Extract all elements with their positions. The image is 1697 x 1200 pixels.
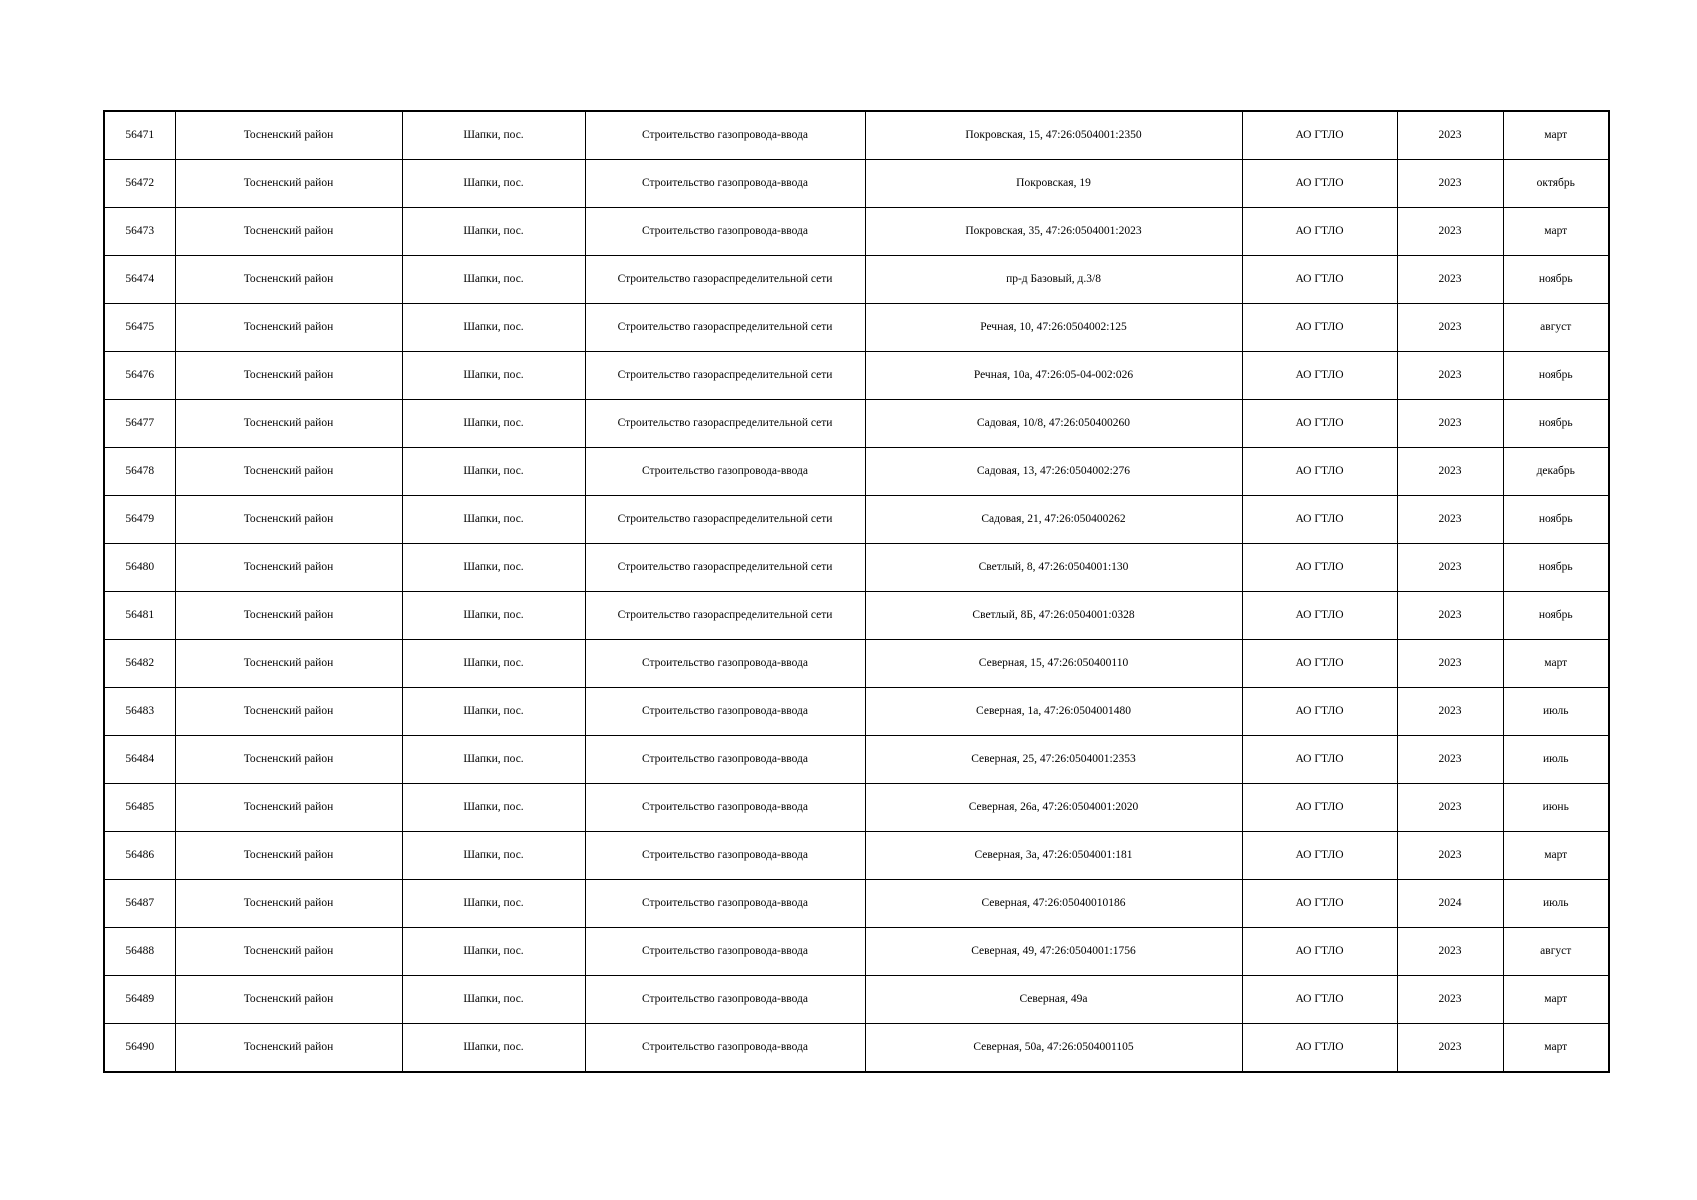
cell-month: июнь [1503, 784, 1609, 832]
cell-year: 2023 [1397, 736, 1503, 784]
cell-organization: АО ГТЛО [1242, 592, 1397, 640]
cell-work-type: Строительство газопровода-ввода [585, 640, 865, 688]
cell-organization: АО ГТЛО [1242, 111, 1397, 160]
cell-address: Северная, 49, 47:26:0504001:1756 [865, 928, 1242, 976]
cell-year: 2023 [1397, 352, 1503, 400]
cell-work-type: Строительство газопровода-ввода [585, 832, 865, 880]
cell-month: март [1503, 976, 1609, 1024]
cell-record-number: 56490 [104, 1024, 175, 1073]
cell-month: июль [1503, 688, 1609, 736]
cell-year: 2023 [1397, 688, 1503, 736]
cell-year: 2024 [1397, 880, 1503, 928]
cell-year: 2023 [1397, 304, 1503, 352]
cell-month: ноябрь [1503, 256, 1609, 304]
cell-organization: АО ГТЛО [1242, 208, 1397, 256]
cell-organization: АО ГТЛО [1242, 160, 1397, 208]
cell-address: Покровская, 35, 47:26:0504001:2023 [865, 208, 1242, 256]
cell-month: март [1503, 832, 1609, 880]
cell-work-type: Строительство газопровода-ввода [585, 976, 865, 1024]
cell-locality: Шапки, пос. [402, 832, 585, 880]
cell-record-number: 56471 [104, 111, 175, 160]
cell-district: Тосненский район [175, 496, 402, 544]
cell-locality: Шапки, пос. [402, 304, 585, 352]
cell-work-type: Строительство газопровода-ввода [585, 784, 865, 832]
cell-record-number: 56485 [104, 784, 175, 832]
cell-record-number: 56480 [104, 544, 175, 592]
cell-district: Тосненский район [175, 304, 402, 352]
cell-year: 2023 [1397, 400, 1503, 448]
cell-organization: АО ГТЛО [1242, 880, 1397, 928]
table-row [104, 304, 1609, 352]
table-row [104, 928, 1609, 976]
cell-address: Покровская, 15, 47:26:0504001:2350 [865, 111, 1242, 160]
cell-work-type: Строительство газопровода-ввода [585, 111, 865, 160]
cell-district: Тосненский район [175, 208, 402, 256]
cell-locality: Шапки, пос. [402, 544, 585, 592]
table-row [104, 784, 1609, 832]
cell-work-type: Строительство газопровода-ввода [585, 160, 865, 208]
table-row [104, 640, 1609, 688]
cell-locality: Шапки, пос. [402, 352, 585, 400]
cell-district: Тосненский район [175, 832, 402, 880]
cell-address: Северная, 26а, 47:26:0504001:2020 [865, 784, 1242, 832]
cell-month: ноябрь [1503, 400, 1609, 448]
cell-locality: Шапки, пос. [402, 256, 585, 304]
cell-address: Северная, 1а, 47:26:0504001480 [865, 688, 1242, 736]
cell-address: Северная, 3а, 47:26:0504001:181 [865, 832, 1242, 880]
cell-month: март [1503, 111, 1609, 160]
cell-locality: Шапки, пос. [402, 688, 585, 736]
cell-locality: Шапки, пос. [402, 111, 585, 160]
cell-address: Речная, 10, 47:26:0504002:125 [865, 304, 1242, 352]
cell-organization: АО ГТЛО [1242, 928, 1397, 976]
cell-month: ноябрь [1503, 352, 1609, 400]
cell-address: Садовая, 21, 47:26:050400262 [865, 496, 1242, 544]
cell-locality: Шапки, пос. [402, 208, 585, 256]
cell-month: октябрь [1503, 160, 1609, 208]
gasification-register-table [103, 110, 1610, 1073]
cell-record-number: 56478 [104, 448, 175, 496]
cell-district: Тосненский район [175, 111, 402, 160]
cell-locality: Шапки, пос. [402, 160, 585, 208]
cell-month: март [1503, 1024, 1609, 1073]
cell-district: Тосненский район [175, 544, 402, 592]
cell-organization: АО ГТЛО [1242, 832, 1397, 880]
cell-year: 2023 [1397, 256, 1503, 304]
cell-locality: Шапки, пос. [402, 928, 585, 976]
cell-record-number: 56483 [104, 688, 175, 736]
cell-year: 2023 [1397, 496, 1503, 544]
cell-address: Садовая, 10/8, 47:26:050400260 [865, 400, 1242, 448]
table-row [104, 688, 1609, 736]
cell-locality: Шапки, пос. [402, 976, 585, 1024]
cell-month: март [1503, 640, 1609, 688]
table-row [104, 111, 1609, 160]
cell-district: Тосненский район [175, 880, 402, 928]
cell-work-type: Строительство газораспределительной сети [585, 304, 865, 352]
table-row [104, 736, 1609, 784]
cell-locality: Шапки, пос. [402, 736, 585, 784]
cell-locality: Шапки, пос. [402, 640, 585, 688]
cell-locality: Шапки, пос. [402, 400, 585, 448]
table-row [104, 544, 1609, 592]
table-row [104, 496, 1609, 544]
cell-month: декабрь [1503, 448, 1609, 496]
cell-organization: АО ГТЛО [1242, 976, 1397, 1024]
cell-year: 2023 [1397, 832, 1503, 880]
cell-district: Тосненский район [175, 976, 402, 1024]
cell-year: 2023 [1397, 448, 1503, 496]
cell-record-number: 56474 [104, 256, 175, 304]
cell-locality: Шапки, пос. [402, 592, 585, 640]
cell-organization: АО ГТЛО [1242, 256, 1397, 304]
cell-month: март [1503, 208, 1609, 256]
cell-year: 2023 [1397, 928, 1503, 976]
cell-locality: Шапки, пос. [402, 448, 585, 496]
cell-year: 2023 [1397, 592, 1503, 640]
table-row [104, 208, 1609, 256]
cell-district: Тосненский район [175, 1024, 402, 1073]
cell-record-number: 56477 [104, 400, 175, 448]
cell-district: Тосненский район [175, 448, 402, 496]
table-row [104, 976, 1609, 1024]
cell-organization: АО ГТЛО [1242, 1024, 1397, 1073]
cell-work-type: Строительство газораспределительной сети [585, 256, 865, 304]
cell-organization: АО ГТЛО [1242, 400, 1397, 448]
table-row [104, 400, 1609, 448]
cell-month: ноябрь [1503, 592, 1609, 640]
cell-record-number: 56479 [104, 496, 175, 544]
cell-district: Тосненский район [175, 928, 402, 976]
cell-year: 2023 [1397, 208, 1503, 256]
cell-work-type: Строительство газораспределительной сети [585, 544, 865, 592]
table-row [104, 448, 1609, 496]
cell-work-type: Строительство газопровода-ввода [585, 928, 865, 976]
cell-locality: Шапки, пос. [402, 784, 585, 832]
cell-month: ноябрь [1503, 496, 1609, 544]
cell-month: август [1503, 304, 1609, 352]
cell-work-type: Строительство газопровода-ввода [585, 1024, 865, 1073]
table-body [104, 111, 1609, 1072]
cell-work-type: Строительство газопровода-ввода [585, 736, 865, 784]
cell-work-type: Строительство газопровода-ввода [585, 208, 865, 256]
cell-address: Покровская, 19 [865, 160, 1242, 208]
table-row [104, 880, 1609, 928]
cell-month: июль [1503, 736, 1609, 784]
cell-year: 2023 [1397, 640, 1503, 688]
cell-record-number: 56481 [104, 592, 175, 640]
cell-address: Северная, 47:26:05040010186 [865, 880, 1242, 928]
table-row [104, 832, 1609, 880]
cell-district: Тосненский район [175, 400, 402, 448]
cell-year: 2023 [1397, 976, 1503, 1024]
cell-organization: АО ГТЛО [1242, 448, 1397, 496]
cell-record-number: 56487 [104, 880, 175, 928]
cell-address: Северная, 15, 47:26:050400110 [865, 640, 1242, 688]
cell-locality: Шапки, пос. [402, 1024, 585, 1073]
table-row [104, 256, 1609, 304]
cell-year: 2023 [1397, 1024, 1503, 1073]
cell-record-number: 56475 [104, 304, 175, 352]
cell-record-number: 56488 [104, 928, 175, 976]
table-row [104, 352, 1609, 400]
cell-work-type: Строительство газораспределительной сети [585, 352, 865, 400]
cell-organization: АО ГТЛО [1242, 784, 1397, 832]
cell-organization: АО ГТЛО [1242, 640, 1397, 688]
cell-month: август [1503, 928, 1609, 976]
cell-address: Северная, 50а, 47:26:0504001105 [865, 1024, 1242, 1073]
cell-record-number: 56484 [104, 736, 175, 784]
cell-year: 2023 [1397, 111, 1503, 160]
table-row [104, 592, 1609, 640]
cell-record-number: 56473 [104, 208, 175, 256]
cell-locality: Шапки, пос. [402, 496, 585, 544]
cell-year: 2023 [1397, 160, 1503, 208]
cell-district: Тосненский район [175, 592, 402, 640]
cell-work-type: Строительство газопровода-ввода [585, 880, 865, 928]
cell-district: Тосненский район [175, 160, 402, 208]
cell-record-number: 56482 [104, 640, 175, 688]
cell-organization: АО ГТЛО [1242, 688, 1397, 736]
cell-address: пр-д Базовый, д.3/8 [865, 256, 1242, 304]
cell-district: Тосненский район [175, 352, 402, 400]
cell-locality: Шапки, пос. [402, 880, 585, 928]
table-row [104, 1024, 1609, 1073]
cell-organization: АО ГТЛО [1242, 352, 1397, 400]
cell-organization: АО ГТЛО [1242, 736, 1397, 784]
table-row [104, 160, 1609, 208]
cell-work-type: Строительство газораспределительной сети [585, 592, 865, 640]
cell-organization: АО ГТЛО [1242, 496, 1397, 544]
cell-address: Садовая, 13, 47:26:0504002:276 [865, 448, 1242, 496]
cell-work-type: Строительство газопровода-ввода [585, 688, 865, 736]
cell-work-type: Строительство газораспределительной сети [585, 496, 865, 544]
cell-record-number: 56489 [104, 976, 175, 1024]
cell-month: ноябрь [1503, 544, 1609, 592]
cell-district: Тосненский район [175, 736, 402, 784]
cell-record-number: 56486 [104, 832, 175, 880]
cell-work-type: Строительство газораспределительной сети [585, 400, 865, 448]
cell-address: Северная, 25, 47:26:0504001:2353 [865, 736, 1242, 784]
cell-organization: АО ГТЛО [1242, 544, 1397, 592]
cell-work-type: Строительство газопровода-ввода [585, 448, 865, 496]
cell-address: Светлый, 8, 47:26:0504001:130 [865, 544, 1242, 592]
cell-organization: АО ГТЛО [1242, 304, 1397, 352]
cell-district: Тосненский район [175, 688, 402, 736]
cell-month: июль [1503, 880, 1609, 928]
cell-district: Тосненский район [175, 256, 402, 304]
cell-address: Северная, 49а [865, 976, 1242, 1024]
cell-year: 2023 [1397, 544, 1503, 592]
cell-record-number: 56472 [104, 160, 175, 208]
cell-address: Светлый, 8Б, 47:26:0504001:0328 [865, 592, 1242, 640]
cell-district: Тосненский район [175, 640, 402, 688]
cell-record-number: 56476 [104, 352, 175, 400]
cell-district: Тосненский район [175, 784, 402, 832]
cell-address: Речная, 10а, 47:26:05-04-002:026 [865, 352, 1242, 400]
cell-year: 2023 [1397, 784, 1503, 832]
